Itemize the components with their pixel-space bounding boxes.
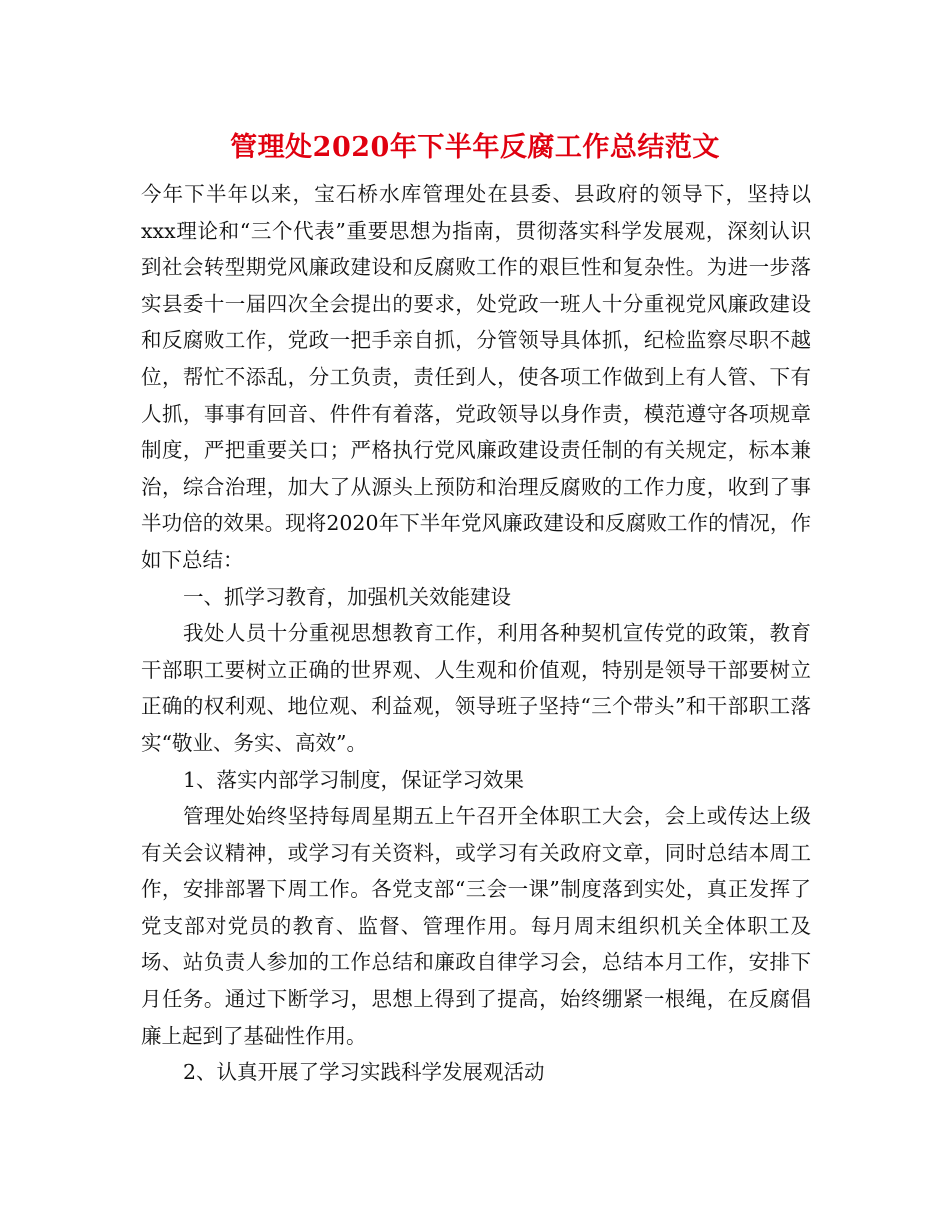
intro-paragraph: 今年下半年以来，宝石桥水库管理处在县委、县政府的领导下，坚持以xxx理论和“三个代表”重要思想为指南，贯彻落实科学发展观，深刻认识到社会转型期党风廉政建设和反腐败工作的艰巨性和复杂性。为进一步落实县委十一届四次全会提出的要求，处党政一班人十分重视党风廉政建设和反腐败工作，党政一把手亲自抓，分管领导具体抓，纪检监察尽职不越位，帮忙不添乱，分工负责，责任到人，使各项工作做到上有人管、下有人抓，事事有回音、件件有着落，党政领导以身作责，模范遵守各项规章制度，严把重要关口；严格执行党风廉政建设责任制的有关规定，标本兼治，综合治理，加大了从源头上预防和治理反腐败的工作力度，收到了事半功倍的效果。现将2020年下半年党风廉政建设和反腐败工作的情况，作如下总结： <box>141 182 811 572</box>
section-paragraph-1: 我处人员十分重视思想教育工作，利用各种契机宣传党的政策，教育干部职工要树立正确的世界观、人生观和价值观，特别是领导干部要树立正确的权利观、地位观、利益观，领导班子坚持“三个带头”和干部职工落实“敬业、务实、高效”。 <box>141 621 811 755</box>
document-body <box>141 176 811 1091</box>
subsection-heading-2: 2、认真开展了学习实践科学发展观活动 <box>183 1060 545 1085</box>
subsection-heading-1: 1、落实内部学习制度，保证学习效果 <box>183 767 525 792</box>
document-title: 管理处2020年下半年反腐工作总结范文 <box>230 132 720 163</box>
section-heading-1: 一、抓学习教育，加强机关效能建设 <box>183 584 511 609</box>
subsection-paragraph-1: 管理处始终坚持每周星期五上午召开全体职工大会，会上或传达上级有关会议精神，或学习有关资料，或学习有关政府文章，同时总结本周工作，安排部署下周工作。各党支部“三会一课”制度落到实处，真正发挥了党支部对党员的教育、监督、管理作用。每月周末组织机关全体职工及场、站负责人参加的工作总结和廉政自律学习会，总结本月工作，安排下月任务。通过下断学习，思想上得到了提高，始终绷紧一根绳，在反腐倡廉上起到了基础性作用。 <box>141 804 811 1048</box>
